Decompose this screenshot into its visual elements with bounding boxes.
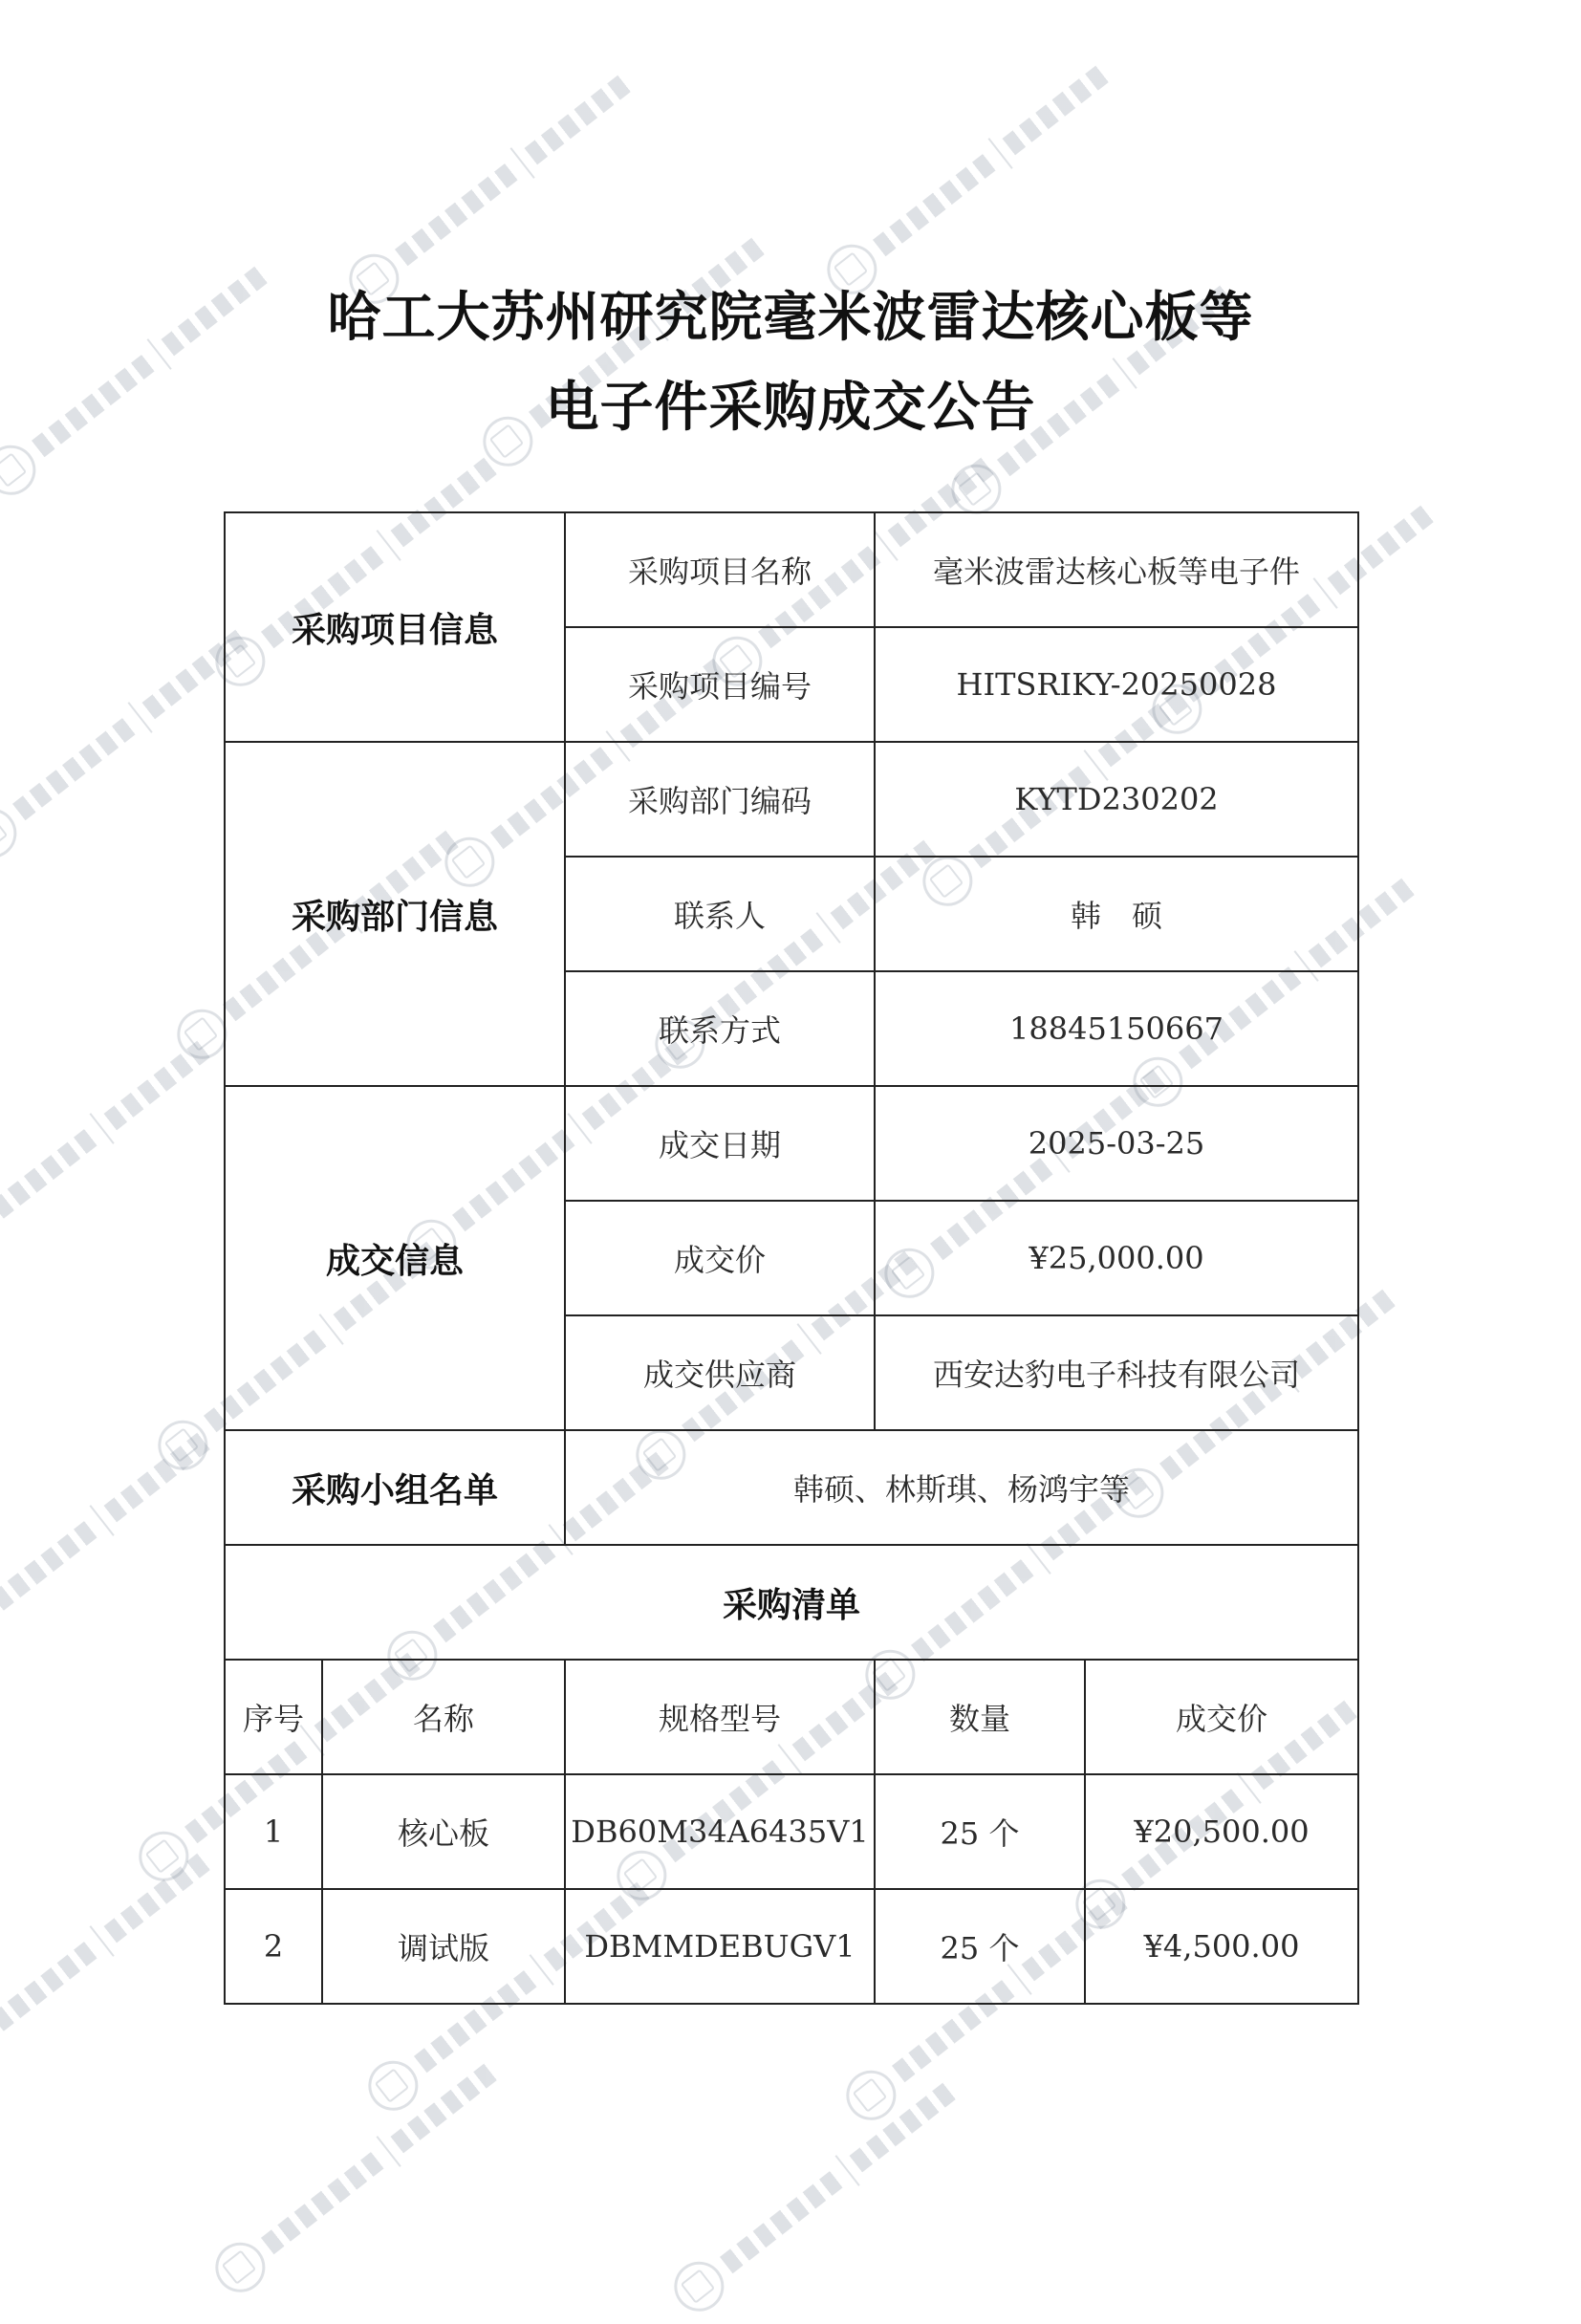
project-name-value: 毫米波雷达核心板等电子件 (875, 512, 1358, 627)
project-name-row (225, 512, 1358, 627)
watermark-logo (336, 0, 733, 316)
phone-value: 18845150667 (875, 971, 1358, 1086)
deal-supplier-value: 西安达豹电子科技有限公司 (875, 1315, 1358, 1430)
contact-label: 联系人 (565, 857, 875, 971)
item-name: 核心板 (322, 1774, 565, 1889)
item-index: 1 (225, 1774, 322, 1889)
deal-price-value: ¥25,000.00 (875, 1201, 1358, 1315)
item-index: 2 (225, 1889, 322, 2004)
watermark-logo (814, 0, 1211, 307)
seal-icon (664, 2251, 734, 2321)
seal-icon (206, 2232, 275, 2302)
item-price: ¥20,500.00 (1085, 1774, 1358, 1889)
table-row (225, 1774, 1358, 1889)
group-header: 采购小组名单 (225, 1430, 565, 1545)
project-code-value: HITSRIKY-20250028 (875, 627, 1358, 742)
item-model: DB60M34A6435V1 (565, 1774, 875, 1889)
deal-info-header: 成交信息 (225, 1086, 565, 1430)
column-header-model: 规格型号 (565, 1660, 875, 1774)
seal-icon (836, 2060, 906, 2130)
column-header-quantity: 数量 (875, 1660, 1085, 1774)
column-header-price: 成交价 (1085, 1660, 1358, 1774)
page-title (0, 272, 1581, 452)
column-header-name: 名称 (322, 1660, 565, 1774)
department-code-row (225, 742, 1358, 857)
table-row (225, 1889, 1358, 2004)
project-info-header: 采购项目信息 (225, 512, 565, 742)
phone-label: 联系方式 (565, 971, 875, 1086)
contact-value: 韩 硕 (875, 857, 1358, 971)
announcement-table (224, 511, 1359, 2005)
group-members: 韩硕、林斯琪、杨鸿宇等 (565, 1430, 1358, 1545)
department-code-label: 采购部门编码 (565, 742, 875, 857)
deal-date-value: 2025-03-25 (875, 1086, 1358, 1201)
list-title-row (225, 1545, 1358, 1660)
title-line-2: 电子件采购成交公告 (545, 376, 1036, 439)
project-code-label: 采购项目编号 (565, 627, 875, 742)
item-model: DBMMDEBUGV1 (565, 1889, 875, 2004)
group-row (225, 1430, 1358, 1545)
item-price: ¥4,500.00 (1085, 1889, 1358, 2004)
seal-icon (129, 1821, 199, 1891)
seal-icon (0, 798, 27, 868)
project-name-label: 采购项目名称 (565, 512, 875, 627)
department-info-header: 采购部门信息 (225, 742, 565, 1086)
watermark-logo (203, 1978, 599, 2306)
item-quantity: 25 个 (875, 1774, 1085, 1889)
deal-price-label: 成交价 (565, 1201, 875, 1315)
title-line-1: 哈工大苏州研究院毫米波雷达核心板等 (327, 286, 1254, 349)
item-quantity: 25 个 (875, 1889, 1085, 2004)
seal-icon (148, 1410, 218, 1480)
deal-date-label: 成交日期 (565, 1086, 875, 1201)
deal-supplier-label: 成交供应商 (565, 1315, 875, 1430)
item-name: 调试版 (322, 1889, 565, 2004)
list-header: 采购清单 (225, 1545, 1358, 1660)
column-header-index: 序号 (225, 1660, 322, 1774)
watermark-logo (661, 1997, 1058, 2324)
seal-icon (358, 2051, 428, 2120)
list-columns-row (225, 1660, 1358, 1774)
department-code-value: KYTD230202 (875, 742, 1358, 857)
deal-date-row (225, 1086, 1358, 1201)
